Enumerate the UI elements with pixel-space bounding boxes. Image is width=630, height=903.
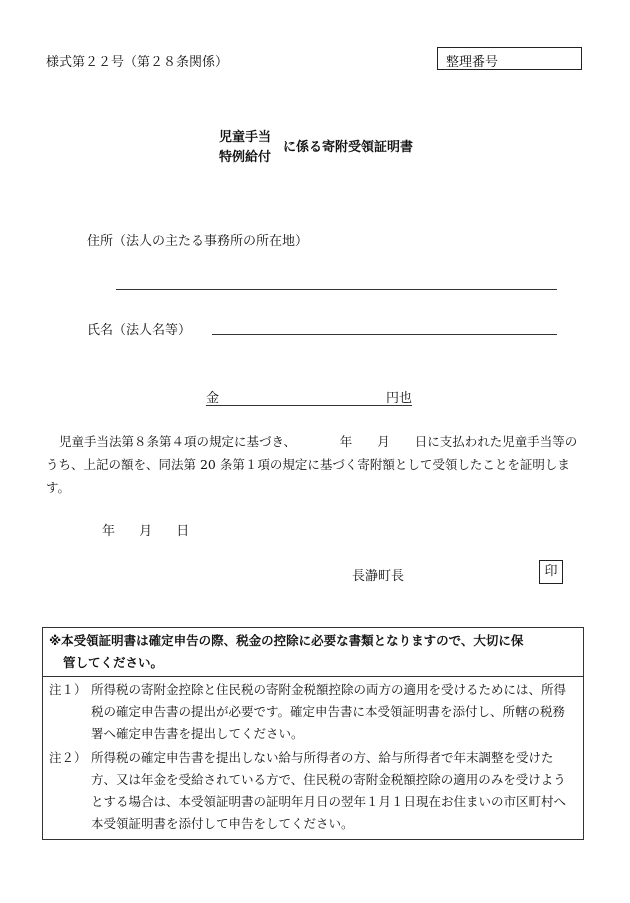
warning-line-2: 管してください。 [63,655,164,670]
note-2 [43,745,583,839]
certification-text: 児童手当法第８条第４項の規定に基づき、 年 月 日に支払われた児童手当等のうち、上記の額を、同法第 20 条第１項の規定に基づく寄附額として受領したことを証明します。 [46,434,578,495]
note-2-text: 所得税の確定申告書を提出しない給与所得者の方、給与所得者で年末調整を受けた方、又は年金を受給されている方で、住民税の寄附金税額控除の適用のみを受けようとする場合は、本受領証明書の証明年月日の翌年１月１日現在お住まいの市区町村へ本受領証明書を添付して申告をしてください。 [91,750,567,831]
issue-date: 年 月 日 [102,524,190,539]
note-1 [43,677,583,745]
note-1-text: 所得税の寄附金控除と住民税の寄附金税額控除の両方の適用を受けるためには、所得税の確定申告書の提出が必要です。確定申告書に本受領証明書を添付し、所轄の税務署へ確定申告書を提出してください。 [91,682,567,741]
seal-box: 印 [539,560,563,584]
document-title: に係る寄附受領証明書 [283,140,414,155]
amount-suffix: 円也 [385,391,412,406]
amount-prefix: 金 [206,391,220,406]
address-label: 住所（法人の主たる事務所の所在地） [87,234,309,249]
seiri-number-box[interactable]: 整理番号 [437,47,582,70]
title-line-b: 特例給付 [219,150,272,165]
warning-line-1: ※本受領証明書は確定申告の際、税金の控除に必要な書類となりますので、大切に保 [49,633,524,648]
address-line[interactable] [116,289,557,290]
warning-note [43,628,583,677]
form-number: 様式第２２号（第２８条関係） [46,55,229,70]
note-2-tag: 注２） [49,750,87,765]
notes-box [42,627,584,840]
note-1-tag: 注１） [49,682,87,697]
mayor-name: 長瀞町長 [352,569,405,584]
name-line[interactable] [212,334,557,335]
amount-field[interactable] [206,387,412,406]
title-line-a: 児童手当 [219,130,272,145]
name-label: 氏名（法人名等） [87,323,192,338]
